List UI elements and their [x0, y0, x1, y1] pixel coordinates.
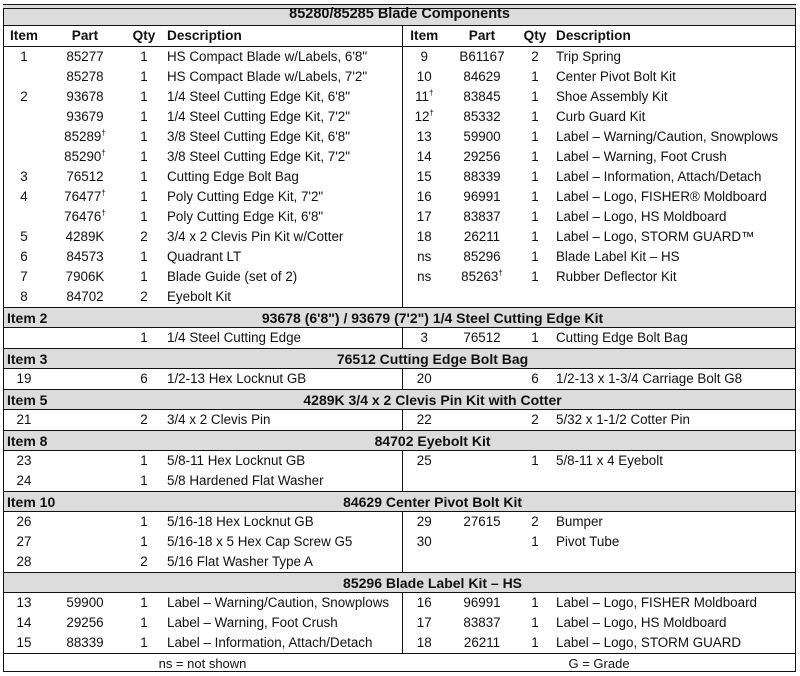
- section-item-label: Item 8: [3, 431, 125, 451]
- cell-desc: Curb Guard Kit: [556, 109, 646, 125]
- cell-desc: Label – Logo, STORM GUARD: [556, 635, 742, 651]
- table-title-row: [3, 5, 796, 26]
- cell-part: 29256: [66, 615, 104, 631]
- table-row: [3, 187, 796, 207]
- cell-part: [446, 552, 518, 573]
- header-item: Item: [3, 26, 45, 47]
- cell-desc: 5/16-18 x 5 Hex Cap Screw G5: [167, 534, 353, 550]
- section-item-label: Item 3: [3, 349, 125, 369]
- legend-row: [3, 654, 796, 675]
- dagger-mark: †: [101, 208, 106, 218]
- cell-part: 26211: [463, 229, 501, 245]
- cell-item: 3: [402, 328, 446, 349]
- cell-item: 29: [402, 512, 446, 533]
- section-title: 84629 Center Pivot Bolt Kit: [125, 492, 796, 512]
- column-header-row: [3, 26, 796, 47]
- cell-desc: Label – Logo, FISHER Moldboard: [556, 595, 757, 611]
- cell-part: 96991: [463, 595, 501, 611]
- cell-qty: 1: [140, 534, 148, 550]
- cell-qty: 2: [531, 514, 539, 530]
- cell-qty: 2: [140, 412, 148, 428]
- section-item-label: Item 2: [3, 308, 125, 328]
- cell-qty: 1: [531, 189, 539, 205]
- cell-qty: 2: [531, 49, 539, 65]
- cell-item: [3, 67, 45, 87]
- cell-item: 20: [402, 369, 446, 390]
- cell-desc: 1/2-13 Hex Locknut GB: [167, 371, 307, 387]
- cell-part: [45, 328, 125, 349]
- cell-qty: 2: [531, 412, 539, 428]
- header-part: Part: [446, 26, 518, 47]
- table-row: [3, 451, 796, 472]
- table-row: [3, 369, 796, 390]
- cell-desc: [552, 287, 796, 308]
- cell-qty: 1: [140, 209, 148, 225]
- cell-desc: Label – Warning, Foot Crush: [167, 615, 338, 631]
- cell-part: 85296: [463, 249, 501, 265]
- section-header-row: [3, 308, 796, 328]
- cell-item: [3, 107, 45, 127]
- cell-part: [446, 532, 518, 552]
- cell-item: [402, 287, 446, 308]
- cell-desc: 3/4 x 2 Clevis Pin: [167, 412, 271, 428]
- cell-qty: 6: [531, 371, 539, 387]
- cell-qty: 1: [531, 169, 539, 185]
- cell-part: [45, 552, 125, 573]
- section-header-row: [3, 431, 796, 451]
- table-row: [3, 287, 796, 308]
- cell-part: 93679: [66, 109, 104, 125]
- section-title: 84702 Eyebolt Kit: [125, 431, 796, 451]
- cell-item: 8: [20, 289, 28, 305]
- cell-desc: 5/16-18 Hex Locknut GB: [167, 514, 314, 530]
- cell-qty: 1: [140, 49, 148, 65]
- cell-qty: [518, 471, 552, 492]
- cell-part: 83837: [463, 209, 501, 225]
- legend-grade: G = Grade: [402, 654, 796, 675]
- cell-item: 11†: [402, 87, 446, 107]
- cell-desc: 5/32 x 1-1/2 Cotter Pin: [556, 412, 690, 428]
- cell-desc: Bumper: [556, 514, 603, 530]
- table-row: [3, 227, 796, 247]
- header-description: Description: [163, 26, 402, 47]
- table-title: 85280/85285 Blade Components: [3, 5, 796, 26]
- cell-desc: 5/16 Flat Washer Type A: [167, 554, 313, 570]
- cell-desc: [552, 552, 796, 573]
- cell-part: [45, 512, 125, 533]
- cell-part: 85278: [66, 69, 104, 85]
- cell-desc: Label – Logo, FISHER® Moldboard: [556, 189, 767, 205]
- cell-desc: Quadrant LT: [167, 249, 242, 265]
- table-row: [3, 127, 796, 147]
- dagger-mark: †: [428, 88, 434, 98]
- cell-desc: Blade Guide (set of 2): [167, 269, 298, 285]
- cell-qty: 2: [140, 289, 148, 305]
- cell-desc: HS Compact Blade w/Labels, 6'8": [167, 49, 368, 65]
- cell-desc: 1/2-13 x 1-3/4 Carriage Bolt G8: [556, 371, 743, 387]
- cell-item: ns: [402, 267, 446, 287]
- cell-part: 59900: [66, 595, 104, 611]
- cell-part: 93678: [66, 89, 104, 105]
- table-row: [3, 471, 796, 492]
- section-title: 76512 Cutting Edge Bolt Bag: [125, 349, 796, 369]
- cell-qty: 1: [140, 269, 148, 285]
- table-row: [3, 87, 796, 107]
- table-row: [3, 328, 796, 349]
- table-row: [3, 532, 796, 552]
- table-row: [3, 593, 796, 614]
- cell-qty: 1: [531, 534, 539, 550]
- cell-desc: 1/4 Steel Cutting Edge: [167, 330, 301, 346]
- cell-desc: 1/4 Steel Cutting Edge Kit, 6'8": [167, 89, 350, 105]
- cell-part: 85263†: [461, 268, 503, 285]
- table-row: [3, 512, 796, 533]
- cell-item: [402, 552, 446, 573]
- cell-item: ns: [402, 247, 446, 267]
- cell-desc: 5/8-11 x 4 Eyebolt: [556, 453, 663, 469]
- cell-item: 13: [402, 127, 446, 147]
- cell-part: 76477†: [64, 188, 106, 205]
- cell-item: 30: [402, 532, 446, 552]
- cell-qty: 1: [140, 129, 148, 145]
- table-row: [3, 47, 796, 68]
- cell-qty: 1: [140, 169, 148, 185]
- header-description: Description: [552, 26, 796, 47]
- cell-item: 26: [16, 514, 32, 530]
- cell-part: 76512: [463, 330, 501, 346]
- cell-desc: Center Pivot Bolt Kit: [556, 69, 676, 85]
- cell-desc: Pivot Tube: [556, 534, 620, 550]
- cell-item: 1: [20, 49, 28, 65]
- cell-item: 14: [402, 147, 446, 167]
- cell-desc: 3/8 Steel Cutting Edge Kit, 6'8": [167, 129, 350, 145]
- cell-item: 19: [16, 371, 32, 387]
- cell-desc: Label – Warning/Caution, Snowplows: [167, 595, 390, 611]
- cell-qty: 1: [531, 269, 539, 285]
- cell-desc: Poly Cutting Edge Kit, 6'8": [167, 209, 324, 225]
- table-row: [3, 267, 796, 287]
- cell-part: 83845: [463, 89, 501, 105]
- cell-desc: Label – Information, Attach/Detach: [556, 169, 762, 185]
- cell-qty: 1: [140, 330, 148, 346]
- cell-qty: 1: [140, 109, 148, 125]
- cell-item: 24: [16, 473, 32, 489]
- cell-qty: 1: [531, 69, 539, 85]
- section-header-row: [3, 390, 796, 410]
- cell-desc: Poly Cutting Edge Kit, 7'2": [167, 189, 324, 205]
- cell-item: 17: [402, 207, 446, 227]
- cell-qty: 2: [140, 554, 148, 570]
- cell-item: 18: [402, 633, 446, 654]
- cell-part: 83837: [463, 615, 501, 631]
- cell-desc: Cutting Edge Bolt Bag: [167, 169, 299, 185]
- section-item-label: Item 5: [3, 390, 125, 410]
- legend-not-shown: ns = not shown: [3, 654, 402, 675]
- cell-part: 26211: [463, 635, 501, 651]
- section-title: 4289K 3/4 x 2 Clevis Pin Kit with Cotter: [125, 390, 796, 410]
- cell-part: 85277: [66, 49, 104, 65]
- cell-part: [45, 532, 125, 552]
- cell-item: 16: [402, 187, 446, 207]
- dagger-mark: †: [101, 128, 106, 138]
- section-header-row: [3, 573, 796, 593]
- cell-desc: Label – Logo, HS Moldboard: [556, 615, 727, 631]
- cell-item: 15: [402, 167, 446, 187]
- cell-part: 85289†: [64, 128, 106, 145]
- header-qty: Qty: [125, 26, 163, 47]
- cell-part: [45, 451, 125, 472]
- section-title: 85296 Blade Label Kit – HS: [125, 573, 796, 593]
- cell-desc: Trip Spring: [556, 49, 621, 65]
- dagger-mark: †: [498, 268, 503, 278]
- cell-part: 27615: [463, 514, 501, 530]
- cell-part: 59900: [463, 129, 501, 145]
- cell-qty: 1: [140, 149, 148, 165]
- cell-item: 5: [20, 229, 28, 245]
- table-body: [3, 5, 796, 675]
- cell-item: 12†: [402, 107, 446, 127]
- cell-qty: 1: [531, 453, 539, 469]
- section-title: 93678 (6'8") / 93679 (7'2") 1/4 Steel Cutting Edge Kit: [125, 308, 796, 328]
- cell-part: 88339: [463, 169, 501, 185]
- cell-desc: Label – Warning/Caution, Snowplows: [556, 129, 779, 145]
- header-qty: Qty: [518, 26, 552, 47]
- cell-qty: 1: [140, 453, 148, 469]
- section-item-label: [3, 573, 125, 593]
- table-row: [3, 633, 796, 654]
- section-header-row: [3, 349, 796, 369]
- header-part: Part: [45, 26, 125, 47]
- cell-desc: Label – Logo, HS Moldboard: [556, 209, 727, 225]
- cell-qty: [518, 552, 552, 573]
- cell-item: 18: [402, 227, 446, 247]
- cell-item: 15: [16, 635, 32, 651]
- cell-part: 84573: [66, 249, 104, 265]
- cell-item: [3, 207, 45, 227]
- cell-qty: 1: [531, 129, 539, 145]
- cell-qty: 1: [140, 473, 148, 489]
- cell-item: 6: [20, 249, 28, 265]
- cell-desc: HS Compact Blade w/Labels, 7'2": [167, 69, 368, 85]
- cell-item: 2: [20, 89, 28, 105]
- cell-qty: 1: [531, 595, 539, 611]
- cell-part: 76512: [66, 169, 104, 185]
- cell-part: [446, 287, 518, 308]
- cell-desc: Shoe Assembly Kit: [556, 89, 668, 105]
- cell-desc: Label – Logo, STORM GUARD™: [556, 229, 755, 245]
- table-row: [3, 410, 796, 431]
- cell-part: [45, 471, 125, 492]
- cell-qty: 1: [140, 69, 148, 85]
- cell-qty: 1: [531, 149, 539, 165]
- cell-part: 7906K: [65, 269, 105, 285]
- cell-item: 23: [16, 453, 32, 469]
- cell-part: [446, 471, 518, 492]
- cell-part: 88339: [66, 635, 104, 651]
- cell-part: 85290†: [64, 148, 106, 165]
- cell-qty: 1: [140, 249, 148, 265]
- cell-item: 7: [20, 269, 28, 285]
- cell-part: [45, 410, 125, 431]
- cell-item: 9: [402, 47, 446, 68]
- cell-desc: 5/8-11 Hex Locknut GB: [167, 453, 306, 469]
- section-item-label: Item 10: [3, 492, 125, 512]
- cell-desc: 3/4 x 2 Clevis Pin Kit w/Cotter: [167, 229, 344, 245]
- cell-qty: 1: [531, 615, 539, 631]
- dagger-mark: †: [101, 148, 106, 158]
- cell-qty: 1: [531, 89, 539, 105]
- cell-item: 22: [402, 410, 446, 431]
- cell-qty: 1: [140, 615, 148, 631]
- cell-qty: 1: [140, 595, 148, 611]
- parts-list-sheet: [0, 4, 800, 676]
- cell-item: 17: [402, 613, 446, 633]
- cell-item: 28: [16, 554, 32, 570]
- cell-item: 14: [16, 615, 32, 631]
- cell-part: 85332: [463, 109, 501, 125]
- table-row: [3, 552, 796, 573]
- cell-item: 25: [402, 451, 446, 472]
- cell-desc: Eyebolt Kit: [167, 289, 232, 305]
- cell-qty: 1: [531, 209, 539, 225]
- cell-qty: 6: [140, 371, 148, 387]
- cell-qty: 1: [531, 635, 539, 651]
- cell-part: 76476†: [64, 208, 106, 225]
- cell-item: [3, 147, 45, 167]
- cell-desc: Rubber Deflector Kit: [556, 269, 677, 285]
- cell-item: [3, 328, 45, 349]
- cell-part: [446, 410, 518, 431]
- cell-desc: 3/8 Steel Cutting Edge Kit, 7'2": [167, 149, 350, 165]
- cell-qty: 1: [531, 229, 539, 245]
- cell-qty: 1: [140, 189, 148, 205]
- cell-qty: 1: [531, 109, 539, 125]
- cell-part: 84629: [463, 69, 501, 85]
- dagger-mark: †: [429, 108, 434, 118]
- cell-qty: 1: [140, 635, 148, 651]
- header-item: Item: [402, 26, 446, 47]
- cell-part: 84702: [66, 289, 104, 305]
- cell-item: 3: [20, 169, 28, 185]
- section-header-row: [3, 492, 796, 512]
- cell-item: 13: [16, 595, 32, 611]
- cell-part: [45, 369, 125, 390]
- cell-qty: 1: [531, 330, 539, 346]
- cell-part: [446, 451, 518, 472]
- cell-desc: Blade Label Kit – HS: [556, 249, 680, 265]
- table-row: [3, 247, 796, 267]
- cell-item: 27: [16, 534, 32, 550]
- cell-qty: 1: [140, 89, 148, 105]
- cell-desc: 5/8 Hardened Flat Washer: [167, 473, 324, 489]
- cell-part: 4289K: [65, 229, 105, 245]
- cell-desc: Label – Warning, Foot Crush: [556, 149, 727, 165]
- cell-qty: [518, 287, 552, 308]
- table-row: [3, 147, 796, 167]
- cell-item: [402, 471, 446, 492]
- cell-qty: 2: [140, 229, 148, 245]
- cell-part: B61167: [459, 49, 505, 65]
- cell-part: [446, 369, 518, 390]
- cell-item: 16: [402, 593, 446, 614]
- cell-desc: Cutting Edge Bolt Bag: [556, 330, 688, 346]
- cell-item: 10: [402, 67, 446, 87]
- cell-desc: Label – Information, Attach/Detach: [167, 635, 373, 651]
- blade-components-table: [3, 4, 796, 674]
- cell-qty: 1: [531, 249, 539, 265]
- cell-part: 29256: [463, 149, 501, 165]
- cell-qty: 1: [140, 514, 148, 530]
- table-row: [3, 107, 796, 127]
- table-row: [3, 613, 796, 633]
- cell-item: [3, 127, 45, 147]
- table-row: [3, 167, 796, 187]
- dagger-mark: †: [101, 188, 106, 198]
- cell-desc: [552, 471, 796, 492]
- cell-item: 21: [16, 412, 32, 428]
- cell-part: 96991: [463, 189, 501, 205]
- cell-item: 4: [20, 189, 28, 205]
- table-row: [3, 67, 796, 87]
- cell-desc: 1/4 Steel Cutting Edge Kit, 7'2": [167, 109, 350, 125]
- table-row: [3, 207, 796, 227]
